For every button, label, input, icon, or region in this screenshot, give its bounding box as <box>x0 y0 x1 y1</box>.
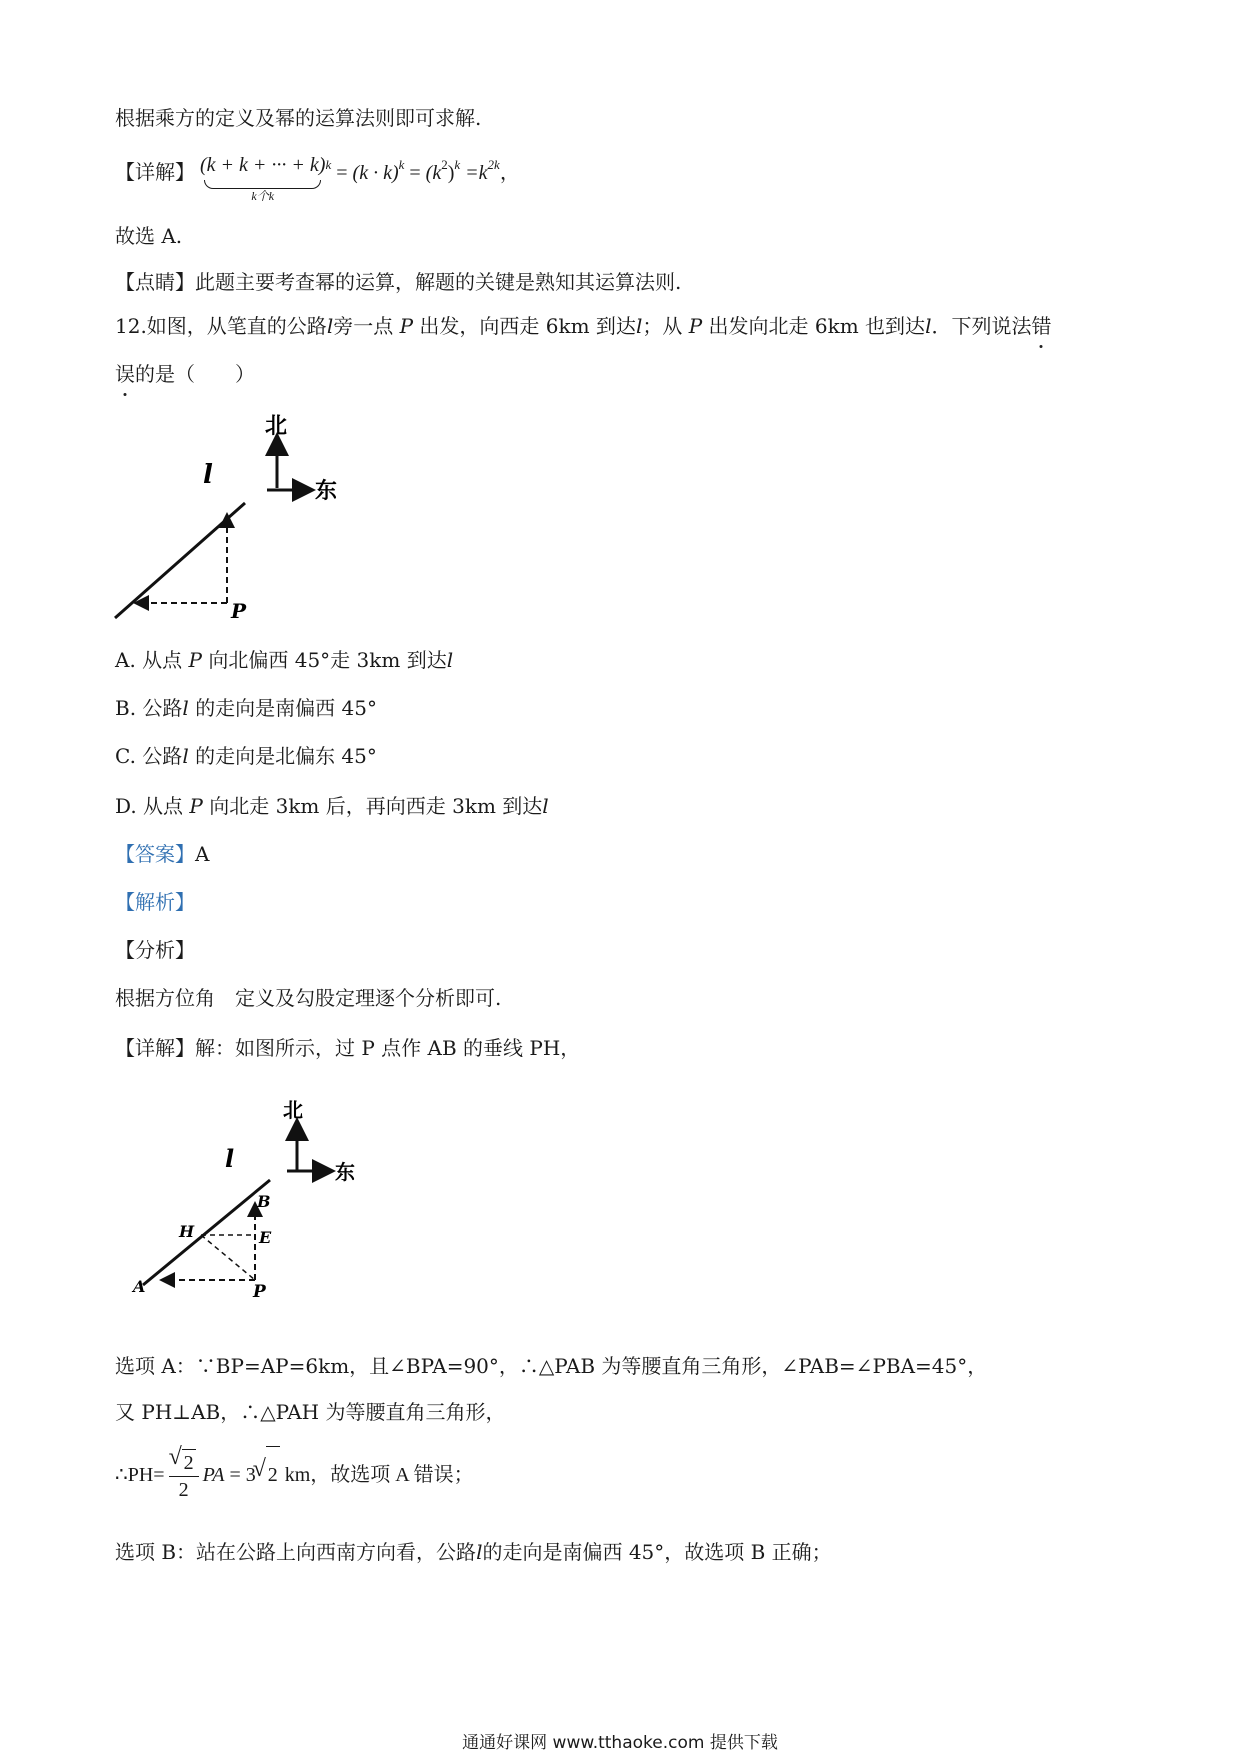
point-p-label: P <box>253 1282 266 1302</box>
brace-label: k个k <box>251 189 275 203</box>
solution-a-line1: 选项 A：∵BP=AP=6km，且∠BPA=90°，∴△PAB 为等腰直角三角形，∠PAB=∠PBA=45°， <box>115 1354 988 1378</box>
option-c: C. 公路l 的走向是北偏东 45° <box>115 744 377 768</box>
emphasis-char: 误 <box>115 360 135 388</box>
analysis-label: 【解析】 <box>115 890 195 914</box>
answer-label: 【答案】 <box>115 842 195 866</box>
hp-segment <box>201 1235 255 1280</box>
point-b-label: B <box>257 1192 271 1211</box>
answer-line <box>115 840 209 868</box>
emphasis-char: 错 <box>1031 312 1051 340</box>
north-label: 北 <box>283 1098 303 1122</box>
fraction: √ $\frac{2}{2}$ <box>169 1449 199 1503</box>
middle-expression: (k · k) <box>352 162 399 184</box>
road-label: l <box>203 460 213 490</box>
point-e-label: E <box>259 1228 272 1247</box>
road-label: l <box>225 1144 235 1173</box>
option-d: D. 从点 P 向北走 3km 后，再向西走 3km 到达l <box>115 794 549 818</box>
sum-expression: (k + k + ··· + k) <box>200 154 326 176</box>
east-label: 东 <box>335 1160 355 1184</box>
comment-line <box>115 268 681 296</box>
detail2-line: 【详解】解：如图所示，过 P 点作 AB 的垂线 PH， <box>115 1036 581 1060</box>
answer-value: A <box>195 842 210 866</box>
north-label: 北 <box>265 413 288 439</box>
q12-line2: 误 的是（ ） <box>115 360 255 388</box>
comment-label: 【点睛】 <box>115 270 195 294</box>
q12-line1: 12.如图，从笔直的公路l旁一点 P 出发，向西走 6km 到达l；从 P 出发向北走 6km 也到达l．下列说法错 <box>115 312 1051 340</box>
point-h-label: H <box>179 1222 195 1241</box>
road-line <box>143 1180 270 1285</box>
page-footer: 通通好课网 www.tthaoke.com 提供下载 <box>462 1733 778 1753</box>
point-a-label: A <box>133 1277 146 1296</box>
option-a: A. 从点 P 向北偏西 45°走 3km 到达l <box>115 648 454 672</box>
comment-text: 此题主要考查幂的运算，解题的关键是熟知其运算法则. <box>195 270 682 294</box>
solution-b-line: 选项 B：站在公路上向西南方向看，公路l的走向是南偏西 45°，故选项 B 正确； <box>115 1540 832 1564</box>
underbrace <box>204 180 321 189</box>
solution-a-line2: 又 PH⊥AB，∴△PAH 为等腰直角三角形， <box>115 1400 506 1424</box>
choose-a-text: 故选 A. <box>115 224 183 248</box>
east-label: 东 <box>315 478 338 504</box>
detail1-formula: 【详解】 (k + k + ··· + k) k个k $^k = (k \cdot k)^k = (k^2)^k =k^{2k}$， <box>115 150 520 203</box>
road-line <box>115 503 245 618</box>
sum-with-brace <box>200 150 325 203</box>
fenxi-label: 【分析】 <box>115 938 195 962</box>
point-p-label: P <box>231 599 247 623</box>
intro-text: 根据乘方的定义及幂的运算法则即可求解. <box>115 106 482 130</box>
option-b: B. 公路l 的走向是南偏西 45° <box>115 696 377 720</box>
sum-exponent: k <box>325 157 332 172</box>
figure-solution <box>125 1095 375 1305</box>
solution-a-formula: ∴PH= √ $\frac{2}{2}$ PA = 3√ 2 km，故选项 A 错误； <box>115 1446 474 1503</box>
detail1-label: 【详解】 <box>115 162 195 184</box>
fenxi-text: 根据方位角 定义及勾股定理逐个分析即可. <box>115 986 502 1010</box>
figure-road-direction <box>105 408 365 628</box>
